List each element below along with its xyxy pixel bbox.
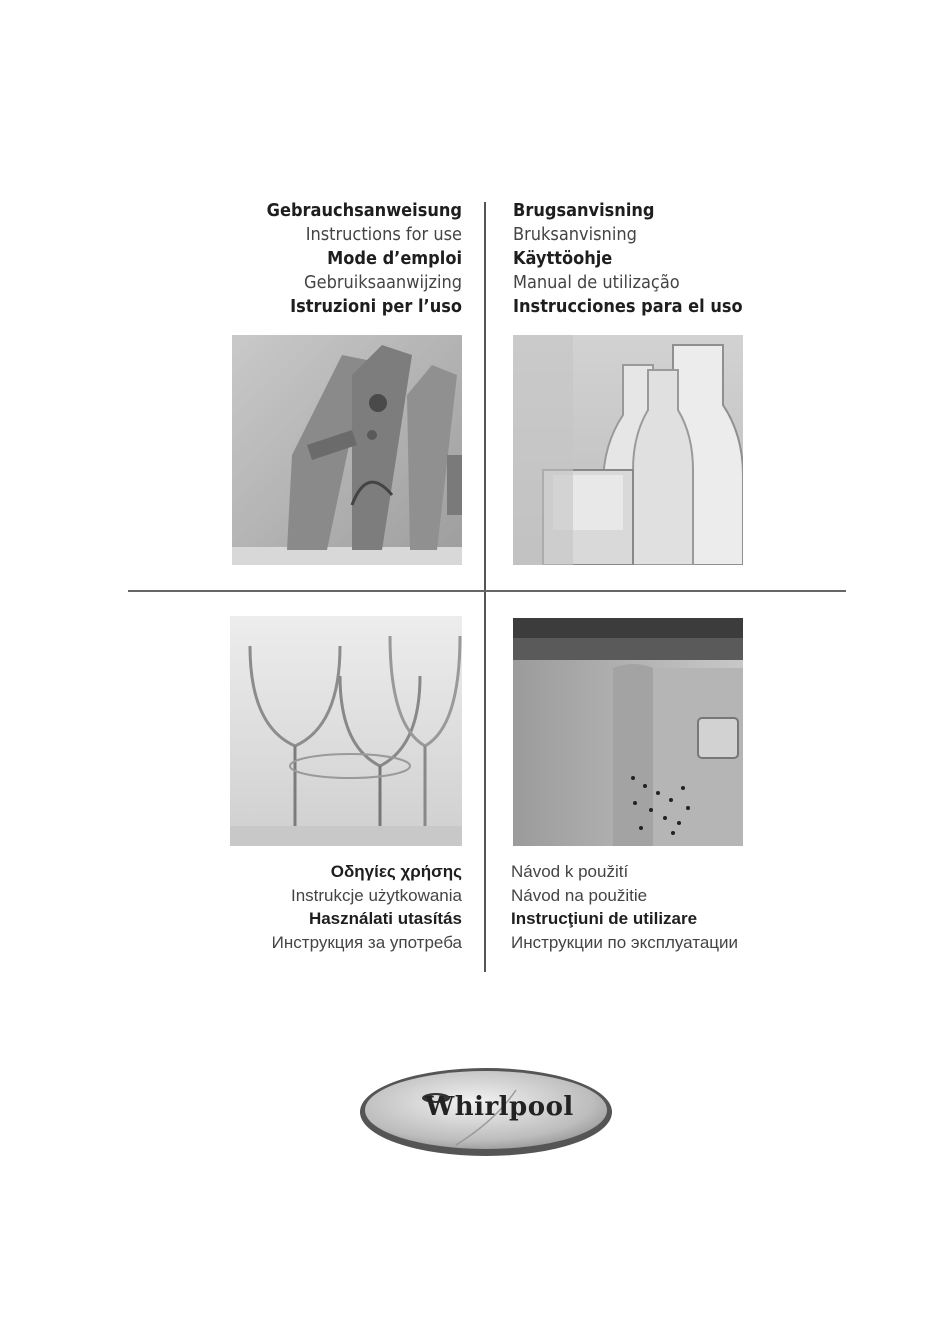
language-title: Gebrauchsanweisung — [266, 200, 462, 221]
language-title: Instrukcje użytkowania — [290, 885, 462, 905]
logo-brand-text: Whirlpool — [425, 1092, 574, 1122]
language-title: Használati utasítás — [308, 909, 462, 928]
clothes-pegs-photo — [232, 335, 462, 565]
language-title: Manual de utilização — [513, 272, 680, 293]
language-title: Инструкция за употреба — [271, 932, 462, 952]
language-title: Návod na použitie — [511, 885, 648, 905]
fridge-drawer-photo — [513, 618, 743, 846]
language-title: Instrucciones para el uso — [513, 296, 743, 317]
language-title: Инструкции по эксплуатации — [511, 932, 739, 952]
language-list-top-right — [513, 199, 843, 319]
language-list-bottom-left — [180, 860, 462, 954]
language-list-top-left — [200, 199, 462, 319]
language-list-bottom-right — [511, 860, 841, 954]
language-title: Käyttöohje — [513, 248, 613, 269]
language-title: Mode d’emploi — [327, 248, 462, 269]
language-title: Instructions for use — [305, 224, 462, 245]
language-title: Instrucţiuni de utilizare — [511, 909, 698, 928]
language-title: Bruksanvisning — [513, 224, 637, 245]
language-title: Οδηγίες χρήσης — [330, 862, 462, 881]
language-title: Istruzioni per l’uso — [290, 296, 462, 317]
horizontal-divider — [128, 590, 846, 592]
language-title: Brugsanvisning — [513, 200, 655, 221]
wine-glasses-photo — [230, 616, 462, 846]
vertical-divider — [484, 202, 486, 972]
glass-bottles-photo — [513, 335, 743, 565]
language-title: Gebruiksaanwijzing — [304, 272, 462, 293]
language-title: Návod k použití — [511, 862, 629, 881]
